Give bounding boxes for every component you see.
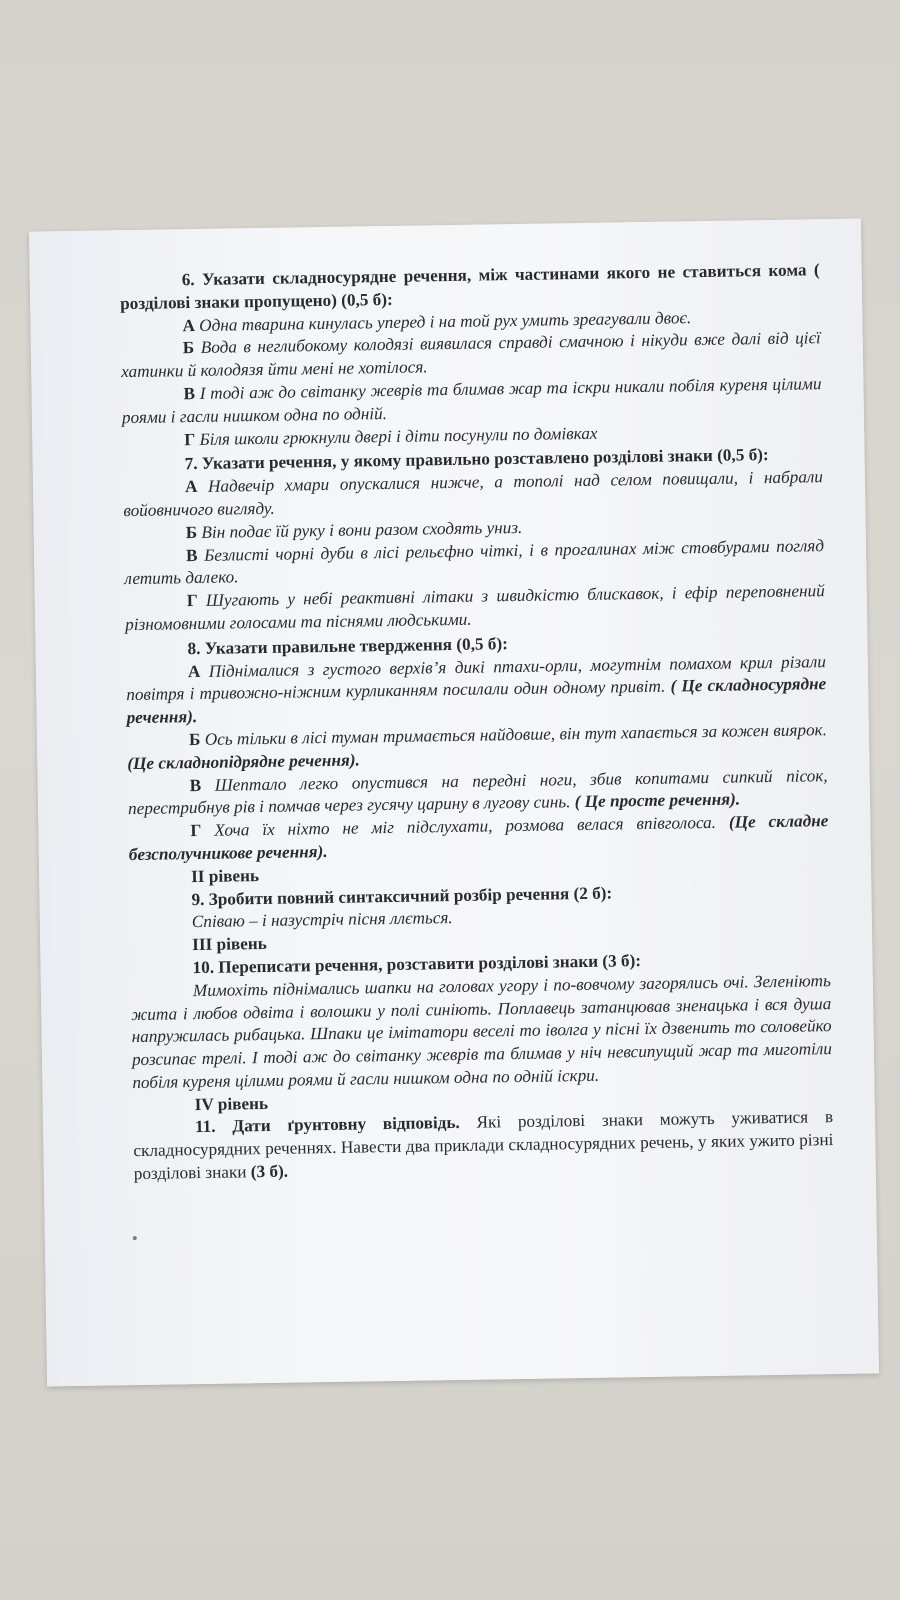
level-3-heading: ІІІ рівень [192, 934, 267, 955]
level-4-heading: ІV рівень [194, 1093, 269, 1114]
q8-option-a: А Піднімалися з густого верхів’я дикі птахи-орли, могутнім помахом крил різали повітря і тривожно-ніжним курликанням посилали один одному привіт. ( Це складносурядне речення). [126, 651, 827, 728]
q10-text: Мимохіть піднімались шапки на головах угору і по-вовчому загорялись очі. Зеленіють жита і любов одвіта і волошки у полі синіють. Поплавець затанцював зненацька і вся душа напружилась рибацька. Шпаки це імітатори веселі то іволга у пісні їх дзвенить то соловейко розсипає трелі. І тоді аж до світанку жеврів та блимав у ніч невсипущий жар та миготіли побіля куреня цілими роями й гасли нишком одна по одній іскри. [131, 970, 833, 1092]
pen-mark [133, 1236, 137, 1240]
q7-option-d: Г Шугають у небі реактивні літаки з швидкістю блискавок, і ефір переповнений різномовними голосами та піснями людськими. [125, 581, 825, 635]
q8-title: 8. Указати правильне твердження (0,5 б): [187, 633, 508, 658]
q10-title: 10. Переписати речення, розставити розділові знаки (3 б): [192, 950, 642, 978]
q6-option-c: В І тоді аж до світанку жеврів та блимав жар та іскри никали побіля куреня цілими роями і гасли нишком одна по одній. [121, 374, 822, 427]
q6-option-b: Б Вода в неглибокому колодязі виявилася справді смачною і нікуди вже далі від цієї хатинки й колодязя йти мені не хотілося. [121, 328, 821, 382]
level-2-heading: ІІ рівень [190, 865, 260, 886]
q6-option-d: Г Біля школи грюкнули двері і діти посунули по домівках [184, 423, 598, 449]
q8-option-c: В Шептало легко опустився на передні ноги, збив копитами сипкий пісок, перестрибнув рів і помчав через гусячу царину в лугову синь. ( Це просте речення). [127, 765, 828, 819]
q11-question: 11. Дати ґрунтовну відповідь. Які розділові знаки можуть уживатися в складносурядних реченнях. Навести два приклади складносурядних речень, у яких ужито різні розділові знаки (3 б). [133, 1107, 834, 1184]
q9-sentence: Співаю – і назустріч пісня ллється. [191, 908, 453, 932]
q8-option-d: Г Хоча їх ніхто не міг підслухати, розмова велася впівголоса. (Це складне безсполучникове речення). [128, 811, 829, 865]
q9-title: 9. Зробити повний синтаксичний розбір речення (2 б): [191, 883, 613, 909]
q6-option-a: А Одна тварина кинулась уперед і на той рух умить зреагували двоє. [182, 307, 692, 335]
document-body [120, 259, 834, 1186]
paper-sheet [29, 219, 879, 1387]
q7-option-c: В Безлисті чорні дуби в лісі рельєфно чіткі, і в прогалинах між стовбурами погляд летить далеко. [124, 535, 825, 589]
q7-option-a: А Надвечір хмари опускалися нижче, а тополі над селом повищали, і набрали войовничого вигляду. [123, 467, 824, 521]
q8-option-b: Б Ось тільки в лісі туман тримається найдовше, він тут хапається за кожен виярок. (Це складнопідрядне речення). [127, 720, 828, 773]
q7-title: 7. Указати речення, у якому правильно розставлено розділові знаки (0,5 б): [184, 445, 769, 474]
q7-option-b: Б Він подає їй руку і вони разом сходять униз. [185, 517, 523, 542]
q6-title: 6. Указати складносурядне речення, між частинами якого не ставиться кома ( розділові знаки пропущено) (0,5 б): [119, 260, 820, 313]
